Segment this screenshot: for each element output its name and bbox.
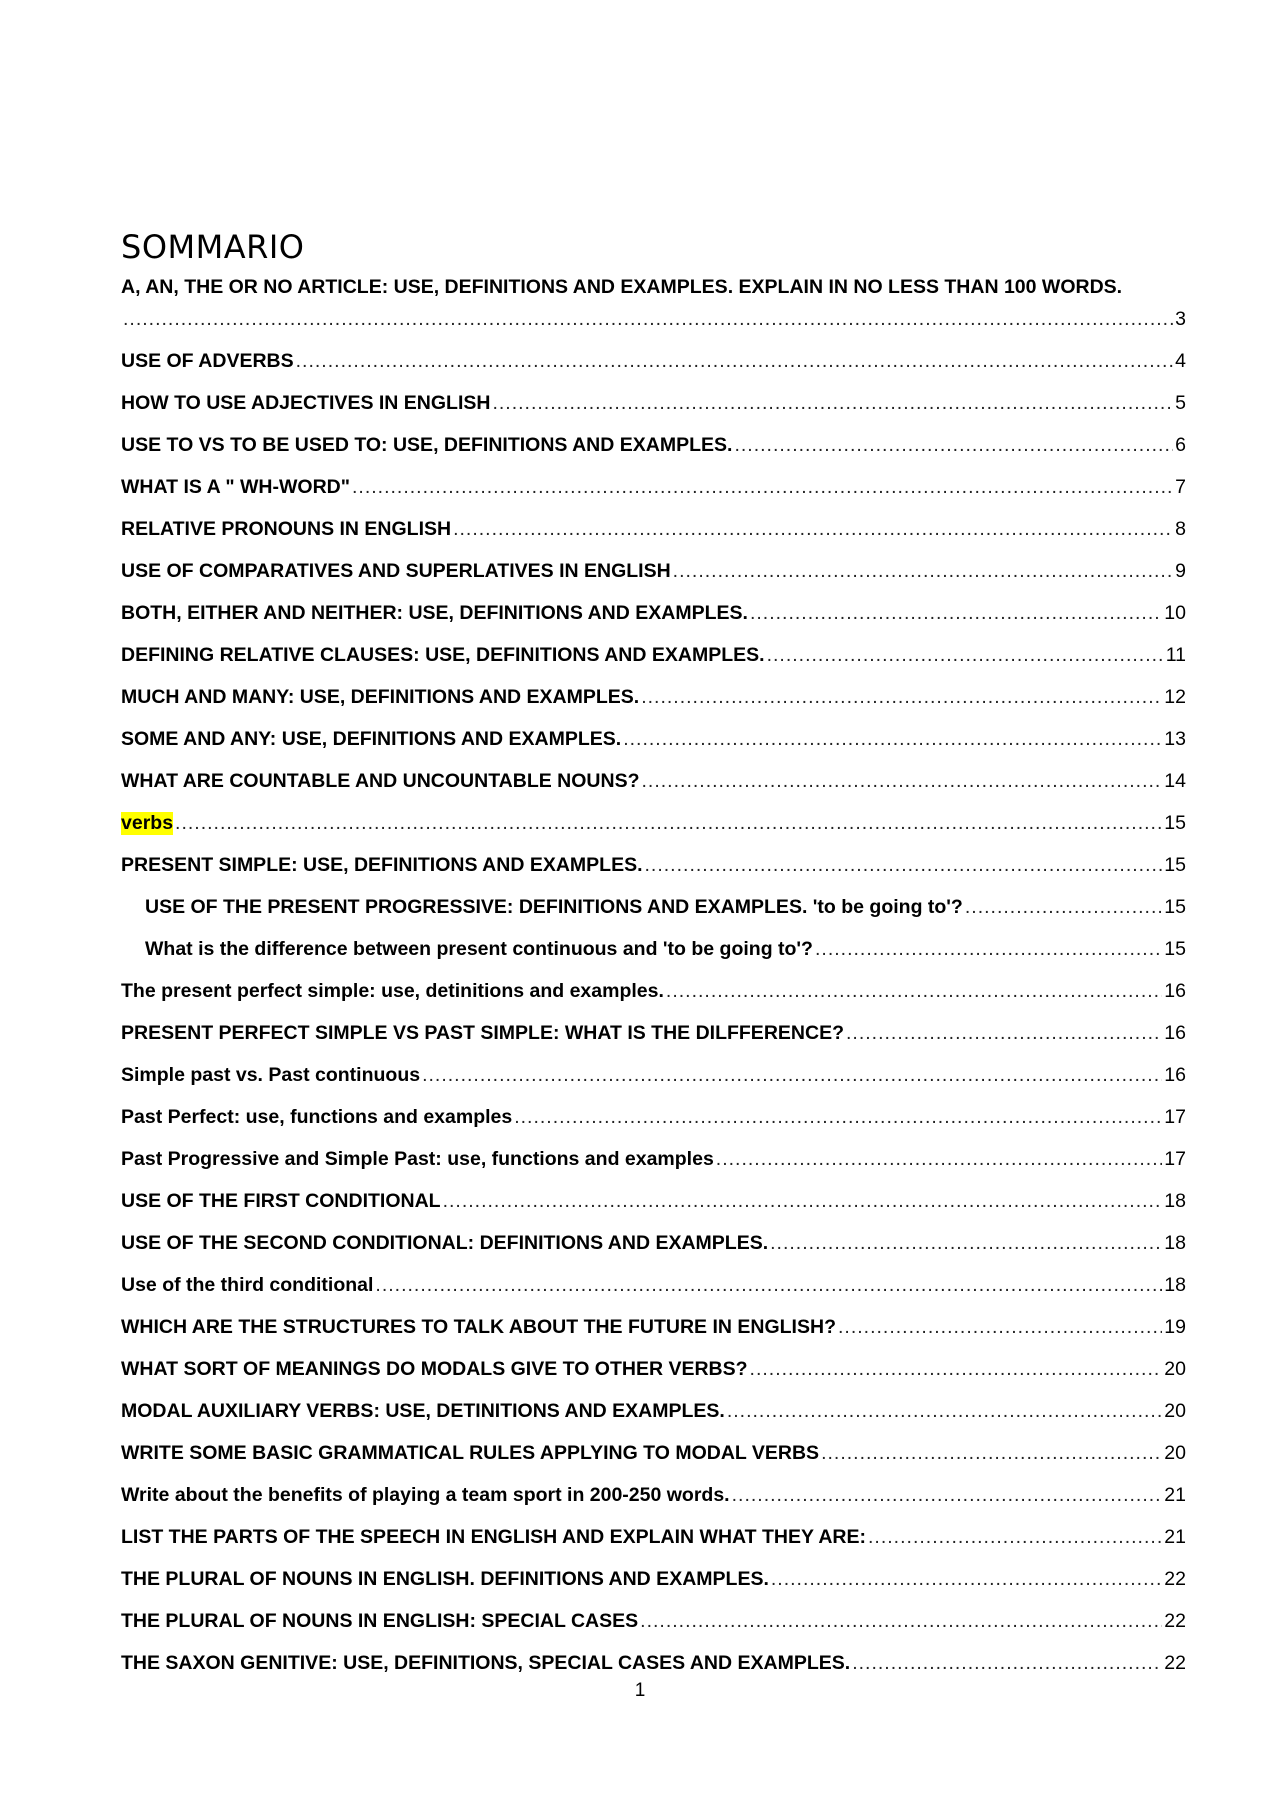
toc-entry[interactable] (121, 1064, 1186, 1106)
dot-leader (641, 686, 1162, 709)
toc-entry[interactable] (121, 1526, 1186, 1568)
dot-leader (645, 854, 1163, 877)
dot-leader (716, 1148, 1163, 1171)
toc-entry-page: 18 (1164, 1274, 1186, 1296)
toc-entry[interactable] (121, 812, 1186, 854)
dot-leader (422, 1064, 1162, 1087)
toc-entry-page: 19 (1164, 1316, 1186, 1338)
toc-entry-title: USE OF COMPARATIVES AND SUPERLATIVES IN ENGLISH (121, 560, 671, 582)
toc-entry[interactable] (121, 1484, 1186, 1526)
dot-leader (732, 1484, 1163, 1507)
toc-entry-title: DEFINING RELATIVE CLAUSES: USE, DEFINITIONS AND EXAMPLES. (121, 644, 765, 666)
toc-entry-page: 15 (1164, 938, 1186, 960)
toc-entry[interactable] (121, 560, 1186, 602)
toc-entry-title: BOTH, EITHER AND NEITHER: USE, DEFINITIONS AND EXAMPLES. (121, 602, 748, 624)
toc-entry-title: USE OF THE SECOND CONDITIONAL: DEFINITIONS AND EXAMPLES. (121, 1232, 769, 1254)
dot-leader (821, 1442, 1162, 1465)
toc-entry[interactable] (121, 602, 1186, 644)
toc-entry-page: 22 (1164, 1568, 1186, 1590)
toc-entry-page: 21 (1164, 1484, 1186, 1506)
toc-entry-title: WHAT SORT OF MEANINGS DO MODALS GIVE TO OTHER VERBS? (121, 1358, 748, 1380)
toc-entry-page: 3 (1175, 308, 1186, 330)
toc-entry-page: 4 (1175, 350, 1186, 372)
toc-entry-page: 20 (1164, 1358, 1186, 1380)
dot-leader (750, 1358, 1163, 1381)
toc-entry-first-title[interactable] (121, 276, 1186, 308)
toc-entry-title: RELATIVE PRONOUNS IN ENGLISH (121, 518, 452, 540)
toc-entry-page: 16 (1164, 980, 1186, 1002)
toc-entry-title: Past Progressive and Simple Past: use, functions and examples (121, 1148, 714, 1170)
dot-leader (514, 1106, 1162, 1129)
dot-leader (771, 1568, 1162, 1591)
toc-entry-page: 20 (1164, 1400, 1186, 1422)
toc-entry-page: 13 (1164, 728, 1186, 750)
dot-leader (352, 476, 1173, 499)
toc-entry-title: USE OF THE PRESENT PROGRESSIVE: DEFINITIONS AND EXAMPLES. 'to be going to'? (145, 896, 963, 918)
toc-entry-title: Use of the third conditional (121, 1274, 374, 1296)
dot-leader (623, 728, 1162, 751)
toc-entry[interactable] (121, 1316, 1186, 1358)
toc-entry[interactable] (121, 1232, 1186, 1274)
toc-entry-title: THE PLURAL OF NOUNS IN ENGLISH: SPECIAL CASES (121, 1610, 639, 1632)
dot-leader (123, 308, 1173, 331)
toc-entry[interactable] (121, 392, 1186, 434)
toc-entry-page: 15 (1164, 896, 1186, 918)
toc-entry-page: 15 (1164, 812, 1186, 834)
dot-leader (175, 812, 1162, 835)
toc-entry[interactable] (121, 1274, 1186, 1316)
toc-entry[interactable] (121, 434, 1186, 476)
toc-heading: SOMMARIO (121, 228, 305, 266)
toc-entry-page: 7 (1175, 476, 1186, 498)
dot-leader (673, 560, 1173, 583)
toc-entry-title: MUCH AND MANY: USE, DEFINITIONS AND EXAMPLES. (121, 686, 640, 708)
toc-entry-page: 18 (1164, 1232, 1186, 1254)
toc-entry[interactable] (121, 1568, 1186, 1610)
toc-entry-first-continuation[interactable] (121, 308, 1186, 350)
toc-subentry[interactable] (121, 896, 1186, 938)
dot-leader (642, 770, 1163, 793)
toc-entry[interactable] (121, 518, 1186, 560)
toc-entry-page: 22 (1164, 1610, 1186, 1632)
toc-entry[interactable] (121, 350, 1186, 392)
toc-entry-title: What is the difference between present continuous and 'to be going to'? (145, 938, 813, 960)
dot-leader (640, 1610, 1162, 1633)
toc-entry-title: Simple past vs. Past continuous (121, 1064, 421, 1086)
toc-entry-title: WHICH ARE THE STRUCTURES TO TALK ABOUT THE FUTURE IN ENGLISH? (121, 1316, 836, 1338)
toc-entry-page: 5 (1175, 392, 1186, 414)
dot-leader (815, 938, 1162, 961)
toc-entry-page: 16 (1164, 1064, 1186, 1086)
dot-leader (767, 644, 1164, 667)
page-number: 1 (634, 1680, 646, 1701)
toc-entry[interactable] (121, 476, 1186, 518)
dot-leader (868, 1526, 1162, 1549)
dot-leader (453, 518, 1173, 541)
toc-entry[interactable] (121, 1106, 1186, 1148)
toc-subentry[interactable] (121, 938, 1186, 980)
toc-entry[interactable] (121, 1442, 1186, 1484)
toc-entry[interactable] (121, 728, 1186, 770)
dot-leader (852, 1652, 1162, 1675)
toc-entry-page: 17 (1164, 1106, 1186, 1128)
dot-leader (666, 980, 1162, 1003)
toc-entry-title: USE OF ADVERBS (121, 350, 294, 372)
dot-leader (492, 392, 1173, 415)
toc-entry-title: PRESENT SIMPLE: USE, DEFINITIONS AND EXAMPLES. (121, 854, 643, 876)
dot-leader (750, 602, 1162, 625)
toc-entry-page: 17 (1164, 1148, 1186, 1170)
toc-entry-title: SOME AND ANY: USE, DEFINITIONS AND EXAMPLES. (121, 728, 622, 750)
toc-entry-title: THE SAXON GENITIVE: USE, DEFINITIONS, SPECIAL CASES AND EXAMPLES. (121, 1652, 851, 1674)
toc-entry-title: USE TO VS TO BE USED TO: USE, DEFINITIONS AND EXAMPLES. (121, 434, 733, 456)
toc-entry[interactable] (121, 1148, 1186, 1190)
toc-entry[interactable] (121, 1610, 1186, 1652)
toc-entry[interactable] (121, 686, 1186, 728)
toc-entry[interactable] (121, 980, 1186, 1022)
toc-entry-title: A, AN, THE OR NO ARTICLE: USE, DEFINITIONS AND EXAMPLES. EXPLAIN IN NO LESS THAN 100 WORDS. (121, 276, 1123, 298)
toc-entry-title: WHAT IS A " WH-WORD" (121, 476, 350, 498)
toc-entry-title: THE PLURAL OF NOUNS IN ENGLISH. DEFINITIONS AND EXAMPLES. (121, 1568, 769, 1590)
dot-leader (727, 1400, 1162, 1423)
table-of-contents (121, 276, 1186, 1694)
toc-entry-title: MODAL AUXILIARY VERBS: USE, DETINITIONS AND EXAMPLES. (121, 1400, 725, 1422)
dot-leader (734, 434, 1173, 457)
toc-entry-page: 22 (1164, 1652, 1186, 1674)
dot-leader (770, 1232, 1162, 1255)
toc-entry[interactable] (121, 1022, 1186, 1064)
toc-entry-title: Write about the benefits of playing a team sport in 200-250 words. (121, 1484, 730, 1506)
dot-leader (443, 1190, 1163, 1213)
toc-entry-title: Past Perfect: use, functions and examples (121, 1106, 513, 1128)
toc-entry[interactable] (121, 1358, 1186, 1400)
toc-entry-page: 18 (1164, 1190, 1186, 1212)
dot-leader (965, 896, 1162, 919)
toc-entry-title-highlighted: verbs (121, 812, 174, 834)
toc-entry-page: 15 (1164, 854, 1186, 876)
toc-entry-title: HOW TO USE ADJECTIVES IN ENGLISH (121, 392, 491, 414)
toc-entry-title: WHAT ARE COUNTABLE AND UNCOUNTABLE NOUNS? (121, 770, 640, 792)
dot-leader (296, 350, 1174, 373)
toc-entry-page: 6 (1175, 434, 1186, 456)
toc-entry[interactable] (121, 1400, 1186, 1442)
toc-entry-title: WRITE SOME BASIC GRAMMATICAL RULES APPLYING TO MODAL VERBS (121, 1442, 820, 1464)
toc-entry-title: PRESENT PERFECT SIMPLE VS PAST SIMPLE: WHAT IS THE DILFFERENCE? (121, 1022, 844, 1044)
toc-entry-page: 12 (1164, 686, 1186, 708)
dot-leader (838, 1316, 1162, 1339)
toc-entry-page: 14 (1164, 770, 1186, 792)
toc-entry-title: The present perfect simple: use, detinitions and examples. (121, 980, 664, 1002)
toc-entry[interactable] (121, 1190, 1186, 1232)
toc-entry-page: 20 (1164, 1442, 1186, 1464)
toc-entry-page: 9 (1175, 560, 1186, 582)
toc-entry[interactable] (121, 644, 1186, 686)
toc-entry[interactable] (121, 770, 1186, 812)
toc-entry-page: 11 (1165, 644, 1186, 666)
toc-entry-title: LIST THE PARTS OF THE SPEECH IN ENGLISH AND EXPLAIN WHAT THEY ARE: (121, 1526, 867, 1548)
toc-entry-page: 8 (1175, 518, 1186, 540)
toc-entry[interactable] (121, 854, 1186, 896)
dot-leader (375, 1274, 1162, 1297)
dot-leader (846, 1022, 1162, 1045)
toc-entry-page: 21 (1164, 1526, 1186, 1548)
toc-entry-page: 16 (1164, 1022, 1186, 1044)
toc-entry-title: USE OF THE FIRST CONDITIONAL (121, 1190, 441, 1212)
toc-entry-page: 10 (1164, 602, 1186, 624)
